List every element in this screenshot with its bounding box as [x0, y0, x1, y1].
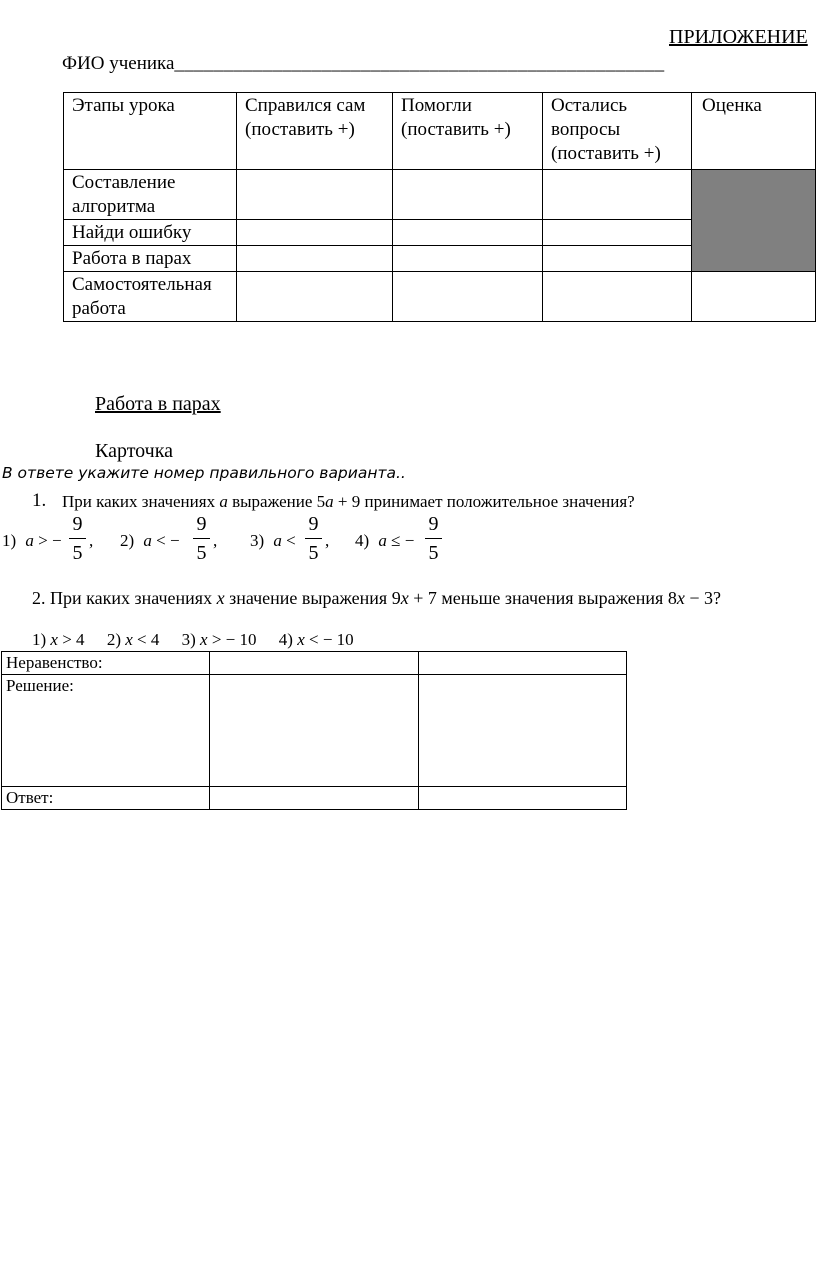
solution-table	[1, 651, 627, 810]
q1-opt1-var: a	[25, 531, 34, 550]
cell-questions[interactable]	[543, 272, 692, 322]
q1-var: a	[219, 492, 228, 511]
student-name-blank: __________________________________________________	[174, 53, 665, 74]
row-label-pair-work: Работа в парах	[64, 246, 237, 272]
q1-opt1-fraction	[69, 513, 86, 564]
cell-self[interactable]	[237, 170, 393, 220]
q1-text	[62, 492, 635, 512]
q1-opt3-fraction	[305, 513, 322, 564]
q1-opt1-num: 1)	[2, 531, 17, 550]
q1-option-3[interactable]	[250, 531, 296, 551]
cell-helped[interactable]	[393, 220, 543, 246]
q1-opt2-sep: ,	[213, 531, 218, 550]
solution-cell-2[interactable]	[419, 675, 627, 787]
row-label-algorithm: Составление алгоритма	[64, 170, 237, 220]
q2-opt1-var: x	[50, 630, 58, 649]
answer-cell-1[interactable]	[210, 787, 419, 810]
q1-opt1-denom: 5	[72, 542, 83, 564]
q1-option-2[interactable]	[120, 531, 180, 551]
solution-cell-1[interactable]	[210, 675, 419, 787]
q1-opt2-fraction	[193, 513, 210, 564]
q2-opt4-var: x	[297, 630, 305, 649]
student-name-line[interactable]	[62, 53, 664, 75]
q1-opt1-sep: ,	[89, 531, 94, 550]
q2-opt2-rel: < 4	[137, 630, 160, 649]
q2-text-d: − 3?	[689, 588, 721, 608]
q2-opt2-var: x	[125, 630, 133, 649]
q2-opt4-rel: < − 10	[309, 630, 354, 649]
q1-option-4[interactable]	[355, 531, 414, 551]
q2-opt3-var: x	[200, 630, 208, 649]
cell-self[interactable]	[237, 246, 393, 272]
table-row	[64, 272, 816, 322]
q2-opt3-rel: > − 10	[211, 630, 257, 649]
q2-opt1-rel: > 4	[62, 630, 85, 649]
q1-opt4-num: 4)	[355, 531, 370, 550]
table-row	[2, 652, 627, 675]
q1-opt2-denom: 5	[196, 542, 207, 564]
cell-helped[interactable]	[393, 272, 543, 322]
col-header-helped: Помогли (поставить +)	[393, 93, 543, 170]
cell-helped[interactable]	[393, 170, 543, 220]
cell-self[interactable]	[237, 272, 393, 322]
q2-option-2[interactable]	[107, 630, 160, 649]
table-row	[64, 170, 816, 220]
q2-options	[32, 630, 354, 650]
q2-text	[32, 588, 721, 609]
q1-expr-num: 5	[316, 492, 326, 511]
table-header-row	[64, 93, 816, 170]
cell-questions[interactable]	[543, 220, 692, 246]
q1-opt3-rel: <	[286, 531, 296, 550]
inequality-cell-2[interactable]	[419, 652, 627, 675]
table-row	[2, 675, 627, 787]
q1-opt2-rel: < −	[156, 531, 180, 550]
appendix-title: ПРИЛОЖЕНИЕ	[669, 26, 808, 48]
q1-opt3-var: a	[273, 531, 282, 550]
q1-opt3-sep: ,	[325, 531, 330, 550]
cell-helped[interactable]	[393, 246, 543, 272]
q2-expr1-var: x	[400, 588, 409, 608]
q1-opt2-var: a	[143, 531, 152, 550]
q1-opt3-denom: 5	[308, 542, 319, 564]
q1-number: 1.	[32, 490, 47, 511]
row-label-independent: Самостоятельная работа	[64, 272, 237, 322]
q2-opt2-num: 2)	[106, 630, 121, 649]
q1-opt4-rel: ≤ −	[391, 531, 415, 550]
table-row	[2, 787, 627, 810]
q1-option-1[interactable]	[2, 531, 62, 551]
q2-option-3[interactable]	[182, 630, 257, 649]
q2-opt4-num: 4)	[278, 630, 293, 649]
col-header-self: Справился сам (поставить +)	[237, 93, 393, 170]
grade-cell-shaded	[692, 170, 816, 272]
q1-text-c: принимает положительное значения?	[364, 492, 635, 511]
q2-var: x	[216, 588, 225, 608]
q1-text-b: выражение	[232, 492, 313, 511]
student-name-label: ФИО ученика	[62, 53, 175, 74]
q1-opt2-numer: 9	[196, 513, 207, 535]
section-title: Работа в парах	[95, 393, 221, 415]
q1-opt4-denom: 5	[428, 542, 439, 564]
q1-opt1-numer: 9	[72, 513, 83, 535]
q2-opt1-num: 1)	[32, 630, 47, 649]
cell-grade[interactable]	[692, 272, 816, 322]
instruction-text: В ответе укажите номер правильного варианта..	[2, 464, 406, 482]
q1-opt3-numer: 9	[308, 513, 319, 535]
col-header-questions: Остались вопросы (поставить +)	[543, 93, 692, 170]
q2-text-a: 2. При каких значениях	[32, 588, 213, 608]
q2-text-c: + 7 меньше значения выражения 8	[413, 588, 677, 608]
cell-questions[interactable]	[543, 170, 692, 220]
q1-opt4-var: a	[378, 531, 387, 550]
solution-label: Решение:	[2, 675, 210, 787]
cell-self[interactable]	[237, 220, 393, 246]
q2-opt3-num: 3)	[181, 630, 196, 649]
q2-text-b: значение выражения 9	[229, 588, 401, 608]
q2-option-4[interactable]	[279, 630, 354, 649]
cell-questions[interactable]	[543, 246, 692, 272]
q1-opt2-num: 2)	[120, 531, 135, 550]
card-title: Карточка	[95, 440, 173, 462]
q2-expr2-var: x	[676, 588, 685, 608]
q1-opt3-num: 3)	[250, 531, 265, 550]
answer-cell-2[interactable]	[419, 787, 627, 810]
q1-text-a: При каких значениях	[62, 492, 216, 511]
q1-opt1-rel: > −	[38, 531, 62, 550]
q2-option-1[interactable]	[32, 630, 85, 649]
self-assessment-table	[63, 92, 816, 322]
answer-label: Ответ:	[2, 787, 210, 810]
inequality-label: Неравенство:	[2, 652, 210, 675]
col-header-grade: Оценка	[692, 93, 816, 170]
q1-opt4-fraction	[425, 513, 442, 564]
q1-opt4-numer: 9	[428, 513, 439, 535]
q1-expr-var: a	[325, 492, 334, 511]
q1-expr-rest: + 9	[337, 492, 361, 511]
col-header-stage: Этапы урока	[64, 93, 237, 170]
row-label-find-error: Найди ошибку	[64, 220, 237, 246]
inequality-cell-1[interactable]	[210, 652, 419, 675]
